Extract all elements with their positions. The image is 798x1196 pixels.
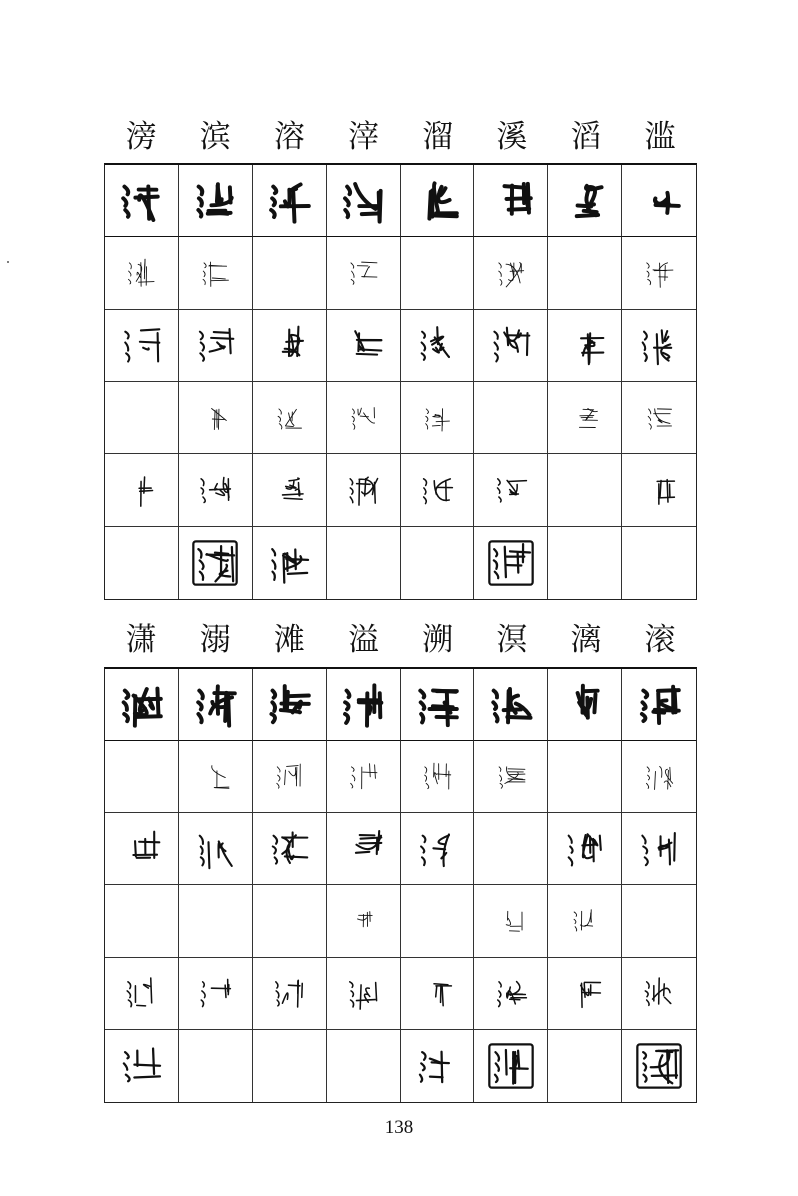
header-char: 溟 bbox=[496, 622, 528, 658]
glyph-cell bbox=[105, 1030, 179, 1102]
header-char: 滚 bbox=[644, 622, 676, 658]
glyph-cell bbox=[105, 813, 179, 885]
glyph-cell bbox=[401, 454, 475, 526]
glyph-cell bbox=[401, 165, 475, 237]
seal-glyph-image bbox=[560, 320, 610, 370]
glyph-cell bbox=[622, 454, 696, 526]
glyph-cell bbox=[105, 958, 179, 1030]
page-number: 138 bbox=[384, 1117, 414, 1138]
seal-glyph-image bbox=[492, 254, 530, 292]
glyph-cell bbox=[179, 382, 253, 454]
seal-glyph-image bbox=[558, 174, 612, 228]
glyph-cell bbox=[105, 237, 179, 309]
glyph-cell bbox=[622, 669, 696, 741]
glyph-cell bbox=[327, 958, 401, 1030]
glyph-cell bbox=[253, 527, 327, 599]
seal-glyph-image bbox=[262, 174, 316, 228]
seal-glyph-image bbox=[416, 972, 458, 1014]
glyph-cell bbox=[179, 741, 253, 813]
header-char: 溺 bbox=[199, 622, 231, 658]
seal-glyph-image bbox=[336, 678, 390, 732]
empty-cell bbox=[548, 237, 622, 309]
header-char: 滥 bbox=[644, 119, 676, 155]
seal-glyph-image bbox=[558, 678, 612, 732]
glyph-cell bbox=[474, 958, 548, 1030]
glyph-cell bbox=[548, 310, 622, 382]
seal-glyph-image bbox=[114, 678, 168, 732]
seal-glyph-image bbox=[484, 174, 538, 228]
glyph-cell bbox=[327, 885, 401, 957]
glyph-cell bbox=[622, 958, 696, 1030]
seal-glyph-image bbox=[640, 254, 678, 292]
header-char: 溪 bbox=[496, 119, 528, 155]
glyph-cell bbox=[401, 958, 475, 1030]
header-char: 滩 bbox=[273, 622, 305, 658]
header-char: 滨 bbox=[199, 119, 231, 155]
header-char: 溶 bbox=[273, 119, 305, 155]
seal-glyph-image bbox=[120, 469, 162, 511]
seal-glyph-image bbox=[634, 320, 684, 370]
header-char: 滔 bbox=[570, 119, 602, 155]
seal-glyph-image bbox=[418, 758, 456, 796]
seal-glyph-image bbox=[190, 824, 240, 874]
seal-glyph-image bbox=[490, 972, 532, 1014]
seal-glyph-image bbox=[484, 678, 538, 732]
seal-glyph-image bbox=[642, 401, 676, 435]
empty-cell bbox=[548, 741, 622, 813]
glyph-cell bbox=[179, 454, 253, 526]
seal-glyph-image bbox=[114, 174, 168, 228]
glyph-cell bbox=[622, 310, 696, 382]
table-1-header-row bbox=[104, 112, 697, 162]
glyph-cell bbox=[474, 741, 548, 813]
glyph-cell bbox=[474, 1030, 548, 1102]
seal-glyph-image bbox=[338, 320, 388, 370]
seal-glyph-image bbox=[344, 758, 382, 796]
glyph-cell bbox=[105, 454, 179, 526]
glyph-cell bbox=[179, 310, 253, 382]
seal-glyph-image bbox=[346, 401, 380, 435]
seal-glyph-image bbox=[188, 678, 242, 732]
empty-cell bbox=[179, 885, 253, 957]
glyph-cell bbox=[179, 165, 253, 237]
empty-cell bbox=[548, 1030, 622, 1102]
seal-glyph-image bbox=[638, 972, 680, 1014]
seal-glyph-image bbox=[638, 469, 680, 511]
glyph-cell bbox=[548, 669, 622, 741]
scan-speck bbox=[7, 261, 9, 263]
seal-glyph-image bbox=[194, 469, 236, 511]
empty-cell bbox=[105, 527, 179, 599]
seal-glyph-image bbox=[194, 972, 236, 1014]
seal-glyph-image bbox=[634, 824, 684, 874]
seal-glyph-image bbox=[410, 678, 464, 732]
glyph-cell bbox=[622, 382, 696, 454]
seal-glyph-image bbox=[412, 320, 462, 370]
empty-cell bbox=[622, 885, 696, 957]
table-2-header-row bbox=[104, 615, 697, 665]
empty-cell bbox=[105, 885, 179, 957]
header-char: 漓 bbox=[570, 622, 602, 658]
empty-cell bbox=[253, 237, 327, 309]
seal-glyph-image bbox=[196, 254, 234, 292]
seal-glyph-image bbox=[485, 537, 537, 589]
glyph-cell bbox=[179, 527, 253, 599]
header-char: 滓 bbox=[347, 119, 379, 155]
glyph-cell bbox=[179, 669, 253, 741]
empty-cell bbox=[327, 1030, 401, 1102]
glyph-cell bbox=[548, 885, 622, 957]
seal-glyph-image bbox=[560, 824, 610, 874]
glyph-cell bbox=[327, 165, 401, 237]
seal-glyph-image bbox=[344, 254, 382, 292]
header-char: 溯 bbox=[422, 622, 454, 658]
seal-glyph-image bbox=[116, 320, 166, 370]
empty-cell bbox=[548, 527, 622, 599]
header-char: 潇 bbox=[125, 622, 157, 658]
glyph-cell bbox=[253, 165, 327, 237]
glyph-cell bbox=[548, 165, 622, 237]
seal-glyph-image bbox=[410, 174, 464, 228]
glyph-cell bbox=[474, 454, 548, 526]
glyph-cell bbox=[474, 527, 548, 599]
seal-glyph-image bbox=[268, 469, 310, 511]
glyph-cell bbox=[253, 310, 327, 382]
glyph-cell bbox=[253, 741, 327, 813]
seal-glyph-image bbox=[268, 972, 310, 1014]
glyph-cell bbox=[105, 310, 179, 382]
empty-cell bbox=[401, 237, 475, 309]
glyph-cell bbox=[327, 813, 401, 885]
seal-glyph-image bbox=[568, 904, 602, 938]
seal-glyph-image bbox=[492, 758, 530, 796]
empty-cell bbox=[474, 813, 548, 885]
glyph-cell bbox=[548, 813, 622, 885]
glyph-cell bbox=[253, 382, 327, 454]
seal-glyph-image bbox=[188, 174, 242, 228]
seal-glyph-image bbox=[115, 1040, 167, 1092]
empty-cell bbox=[327, 527, 401, 599]
seal-glyph-image bbox=[264, 320, 314, 370]
glyph-cell bbox=[401, 741, 475, 813]
glyph-cell bbox=[253, 454, 327, 526]
glyph-cell bbox=[548, 382, 622, 454]
empty-cell bbox=[253, 885, 327, 957]
glyph-cell bbox=[622, 813, 696, 885]
header-char: 溢 bbox=[347, 622, 379, 658]
seal-glyph-image bbox=[632, 174, 686, 228]
seal-glyph-image bbox=[270, 758, 308, 796]
empty-cell bbox=[253, 1030, 327, 1102]
empty-cell bbox=[179, 1030, 253, 1102]
glyph-cell bbox=[401, 669, 475, 741]
glyph-cell bbox=[401, 813, 475, 885]
seal-glyph-image bbox=[346, 904, 380, 938]
glyph-cell bbox=[474, 237, 548, 309]
seal-glyph-image bbox=[420, 401, 454, 435]
header-char: 溜 bbox=[422, 119, 454, 155]
glyph-cell bbox=[179, 958, 253, 1030]
glyph-cell bbox=[474, 310, 548, 382]
seal-glyph-image bbox=[122, 254, 160, 292]
seal-glyph-image bbox=[263, 537, 315, 589]
seal-glyph-image bbox=[342, 972, 384, 1014]
empty-cell bbox=[474, 382, 548, 454]
glyph-cell bbox=[474, 669, 548, 741]
seal-glyph-image bbox=[490, 469, 532, 511]
seal-glyph-image bbox=[486, 320, 536, 370]
empty-cell bbox=[105, 382, 179, 454]
seal-glyph-image bbox=[196, 758, 234, 796]
glyph-cell bbox=[327, 669, 401, 741]
empty-cell bbox=[548, 454, 622, 526]
seal-glyph-image bbox=[416, 469, 458, 511]
empty-cell bbox=[105, 741, 179, 813]
seal-glyph-image bbox=[412, 824, 462, 874]
seal-glyph-image bbox=[120, 972, 162, 1014]
seal-glyph-image bbox=[494, 904, 528, 938]
glyph-cell bbox=[548, 958, 622, 1030]
seal-glyph-image bbox=[190, 320, 240, 370]
seal-glyph-image bbox=[116, 824, 166, 874]
glyph-cell bbox=[253, 958, 327, 1030]
glyph-cell bbox=[474, 165, 548, 237]
glyph-cell bbox=[401, 382, 475, 454]
seal-glyph-image bbox=[564, 972, 606, 1014]
seal-glyph-image bbox=[189, 537, 241, 589]
glyph-cell bbox=[622, 1030, 696, 1102]
empty-cell bbox=[401, 527, 475, 599]
glyph-cell bbox=[105, 165, 179, 237]
glyph-cell bbox=[179, 237, 253, 309]
glyph-cell bbox=[253, 669, 327, 741]
glyph-cell bbox=[401, 1030, 475, 1102]
seal-glyph-image bbox=[264, 824, 314, 874]
seal-glyph-image bbox=[272, 401, 306, 435]
glyph-table-2 bbox=[104, 667, 697, 1103]
glyph-cell bbox=[105, 669, 179, 741]
glyph-cell bbox=[327, 310, 401, 382]
seal-glyph-image bbox=[262, 678, 316, 732]
glyph-cell bbox=[253, 813, 327, 885]
seal-glyph-image bbox=[198, 401, 232, 435]
empty-cell bbox=[401, 885, 475, 957]
seal-glyph-image bbox=[336, 174, 390, 228]
seal-glyph-image bbox=[411, 1040, 463, 1092]
glyph-cell bbox=[327, 237, 401, 309]
seal-glyph-image bbox=[338, 824, 388, 874]
empty-cell bbox=[622, 527, 696, 599]
glyph-cell bbox=[401, 310, 475, 382]
glyph-cell bbox=[179, 813, 253, 885]
seal-glyph-image bbox=[640, 758, 678, 796]
glyph-cell bbox=[622, 741, 696, 813]
glyph-table-1 bbox=[104, 163, 697, 600]
glyph-cell bbox=[327, 741, 401, 813]
seal-glyph-image bbox=[568, 401, 602, 435]
glyph-cell bbox=[622, 237, 696, 309]
seal-glyph-image bbox=[342, 469, 384, 511]
glyph-cell bbox=[474, 885, 548, 957]
glyph-cell bbox=[622, 165, 696, 237]
glyph-cell bbox=[327, 454, 401, 526]
seal-glyph-image bbox=[633, 1040, 685, 1092]
glyph-cell bbox=[327, 382, 401, 454]
seal-glyph-image bbox=[485, 1040, 537, 1092]
header-char: 滂 bbox=[125, 119, 157, 155]
seal-glyph-image bbox=[632, 678, 686, 732]
